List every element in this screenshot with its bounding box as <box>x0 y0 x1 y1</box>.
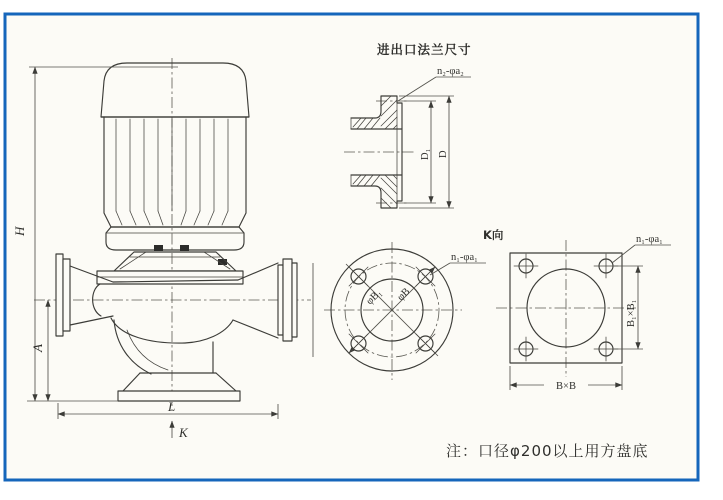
dim-label-D: D <box>438 150 449 158</box>
drawing-frame-border <box>5 14 698 480</box>
bolt <box>154 245 163 251</box>
dim-label-H: H <box>12 226 27 236</box>
flange-section-title: 进出口法兰尺寸 <box>377 42 472 57</box>
bolt-holes-callout: n₂-φa₂ <box>437 66 464 77</box>
bolt <box>180 245 189 251</box>
dim-label-phiB1: φB₁ <box>364 287 384 308</box>
view-K-label: K <box>179 425 188 440</box>
drawing-note: 注：口径φ200以上用方盘底 <box>446 442 649 460</box>
base-plate <box>118 391 240 401</box>
view-K-title: K向 <box>483 228 504 242</box>
dim-label-D1: D₁ <box>420 148 431 160</box>
dim-label-phiB: φB <box>395 286 413 304</box>
dim-label-BxB: B×B <box>556 381 576 392</box>
dim-label-B1xB1: B₁×B₁ <box>626 299 637 327</box>
bolt-holes-callout: n₁-φa₁ <box>636 234 663 245</box>
dim-label-L: L <box>168 399 176 414</box>
dim-label-A: A <box>30 344 45 352</box>
bolt-holes-callout: n₁-φa₁ <box>451 252 478 263</box>
